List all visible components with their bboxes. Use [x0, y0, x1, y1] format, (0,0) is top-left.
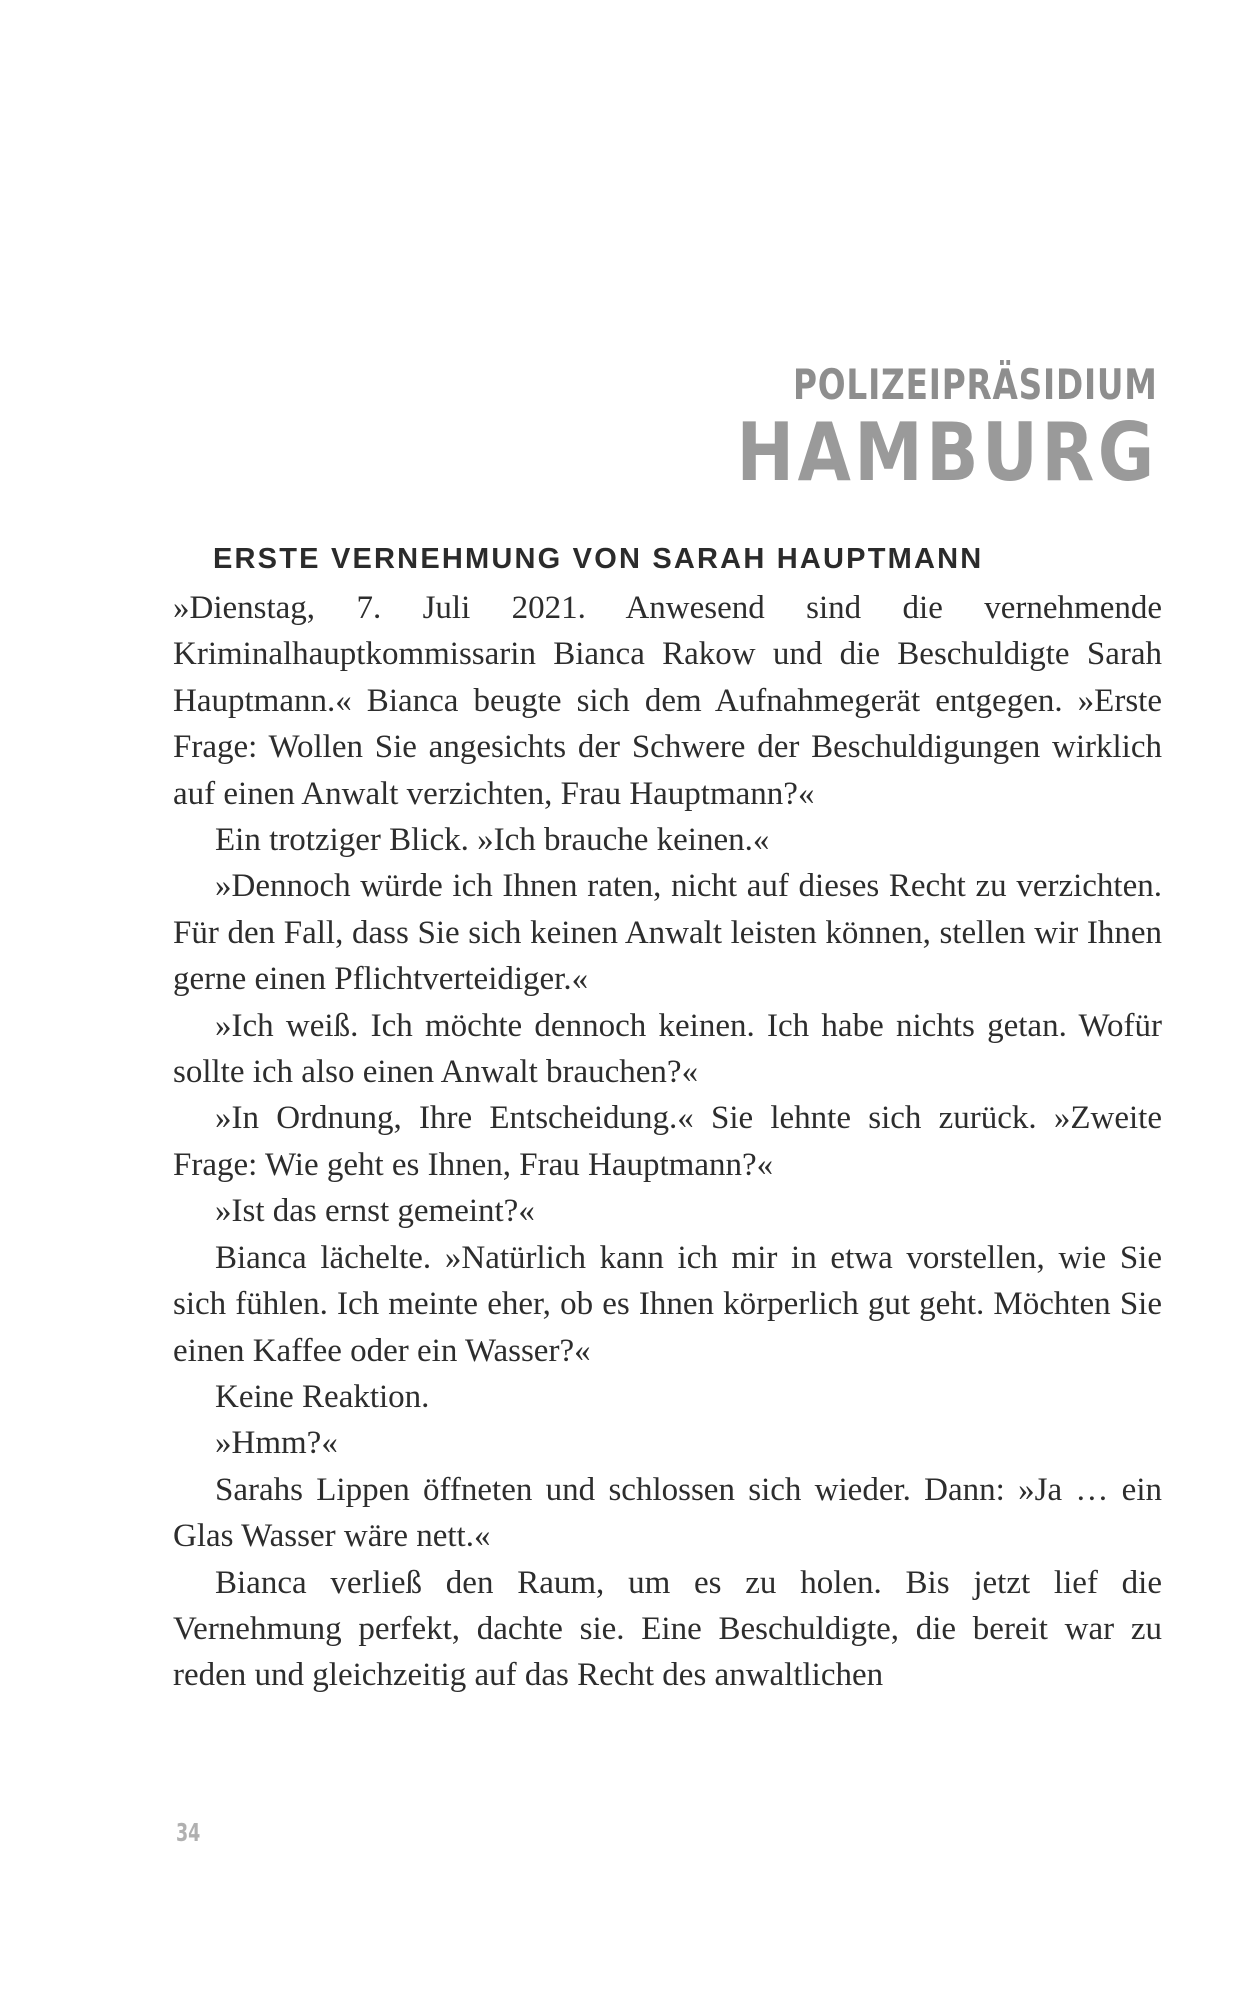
body-text — [173, 585, 1162, 1699]
page-number: 34 — [176, 1818, 201, 1847]
paragraph: Bianca lächelte. »Natürlich kann ich mir in etwa vorstellen, wie Sie sich fühlen. Ich meinte eher, ob es Ihnen körperlich gut geht. Möchten Sie einen Kaffee oder ein Wasser?« — [173, 1239, 1162, 1369]
section-heading: ERSTE VERNEHMUNG VON SARAH HAUPTMANN — [213, 543, 984, 575]
paragraph: »Hmm?« — [215, 1425, 338, 1462]
paragraph: Bianca verließ den Raum, um es zu holen. Bis jetzt lief die Vernehmung perfekt, dachte sie. Eine Beschuldigte, die bereit war zu reden und gleichzeitig auf das Recht des anwaltlichen — [173, 1564, 1162, 1694]
paragraph: »Ich weiß. Ich möchte dennoch keinen. Ich habe nichts getan. Wofür sollte ich also einen Anwalt brauchen?« — [173, 1007, 1162, 1091]
paragraph: Keine Reaktion. — [215, 1378, 430, 1415]
paragraph: »Dennoch würde ich Ihnen raten, nicht auf dieses Recht zu verzichten. Für den Fall, dass Sie sich keinen Anwalt leisten können, stellen wir Ihnen gerne einen Pflichtverteidiger.« — [173, 868, 1162, 998]
paragraph: »Ist das ernst gemeint?« — [215, 1193, 535, 1230]
paragraph: Sarahs Lippen öffneten und schlossen sich wieder. Dann: »Ja … ein Glas Wasser wäre nett.« — [173, 1471, 1162, 1555]
chapter-header — [668, 360, 1158, 499]
header-line-polizeipraesidium: POLIZEIPRÄSIDIUM — [793, 360, 1158, 409]
paragraph: Ein trotziger Blick. »Ich brauche keinen.« — [215, 822, 770, 859]
paragraph: »In Ordnung, Ihre Entscheidung.« Sie lehnte sich zurück. »Zweite Frage: Wie geht es Ihnen, Frau Hauptmann?« — [173, 1100, 1162, 1183]
header-line-hamburg: HAMBURG — [736, 406, 1158, 499]
paragraph: »Dienstag, 7. Juli 2021. Anwesend sind die vernehmende Kriminalhauptkommissarin Bianca Rakow und die Beschuldigte Sarah Hauptmann.« Bianca beugte sich dem Aufnahmegerät entgegen. »Erste Frage: Wollen Sie angesichts der Schwere der Beschuldigungen wirklich auf einen Anwalt verzichten, Frau Hauptmann?« — [173, 590, 1162, 812]
